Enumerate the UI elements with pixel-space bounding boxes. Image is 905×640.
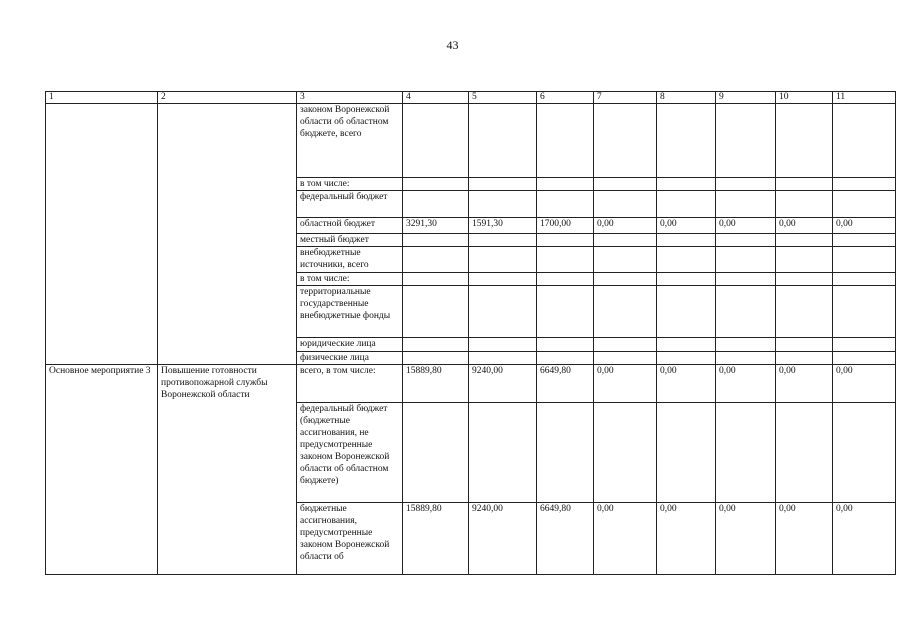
value-cell: 0,00 xyxy=(776,365,833,403)
header-cell: 2 xyxy=(158,92,297,104)
value-cell: 6649,80 xyxy=(537,365,594,403)
value-cell: 15889,80 xyxy=(403,503,469,575)
header-cell: 3 xyxy=(297,92,403,104)
table-row xyxy=(46,104,896,178)
value-cell: 1700,00 xyxy=(537,218,594,234)
header-cell: 11 xyxy=(833,92,896,104)
value-cell: 0,00 xyxy=(833,218,896,234)
value-cell: 0,00 xyxy=(594,218,657,234)
source-label: в том числе: xyxy=(297,273,403,286)
value-cell: 0,00 xyxy=(716,503,776,575)
value-cell: 0,00 xyxy=(657,365,716,403)
value-cell: 0,00 xyxy=(657,503,716,575)
value-cell: 0,00 xyxy=(716,365,776,403)
cell-empty xyxy=(158,104,297,365)
value-cell: 15889,80 xyxy=(403,365,469,403)
source-label: областной бюджет xyxy=(297,218,403,234)
value-cell: 0,00 xyxy=(833,503,896,575)
value-cell: 0,00 xyxy=(594,503,657,575)
source-label: федеральный бюджет xyxy=(297,191,403,218)
source-label: законом Воронежской области об областном бюджете, всего xyxy=(297,104,403,178)
source-label: бюджетные ассигнования, предусмотренные законом Воронежской области об xyxy=(297,503,403,575)
page-number: 43 xyxy=(446,38,459,52)
value-cell: 9240,00 xyxy=(469,503,537,575)
value-cell: 0,00 xyxy=(776,218,833,234)
value-cell: 6649,80 xyxy=(537,503,594,575)
activity-name: Основное мероприятие 3 xyxy=(46,365,158,575)
header-cell: 9 xyxy=(716,92,776,104)
value-cell: 0,00 xyxy=(833,365,896,403)
header-cell: 10 xyxy=(776,92,833,104)
source-label: в том числе: xyxy=(297,178,403,191)
source-label: физические лица xyxy=(297,352,403,365)
value-cell: 0,00 xyxy=(594,365,657,403)
value-cell: 1591,30 xyxy=(469,218,537,234)
source-label: местный бюджет xyxy=(297,234,403,247)
value-cell: 3291,30 xyxy=(403,218,469,234)
cell-empty xyxy=(46,104,158,365)
budget-table xyxy=(45,91,896,575)
value-cell: 9240,00 xyxy=(469,365,537,403)
source-label: внебюджетные источники, всего xyxy=(297,247,403,273)
source-label: юридические лица xyxy=(297,338,403,352)
table-row xyxy=(46,365,896,403)
header-cell: 8 xyxy=(657,92,716,104)
source-label: всего, в том числе: xyxy=(297,365,403,403)
header-row xyxy=(46,92,896,104)
source-label: федеральный бюджет (бюджетные ассигнования, не предусмотренные законом Воронежской области об областном бюджете) xyxy=(297,403,403,503)
header-cell: 5 xyxy=(469,92,537,104)
header-cell: 7 xyxy=(594,92,657,104)
activity-description: Повышение готовности противопожарной службы Воронежской области xyxy=(158,365,297,575)
source-label: территориальные государственные внебюджетные фонды xyxy=(297,286,403,338)
header-cell: 1 xyxy=(46,92,158,104)
value-cell: 0,00 xyxy=(776,503,833,575)
value-cell: 0,00 xyxy=(716,218,776,234)
value-cell: 0,00 xyxy=(657,218,716,234)
header-cell: 4 xyxy=(403,92,469,104)
header-cell: 6 xyxy=(537,92,594,104)
